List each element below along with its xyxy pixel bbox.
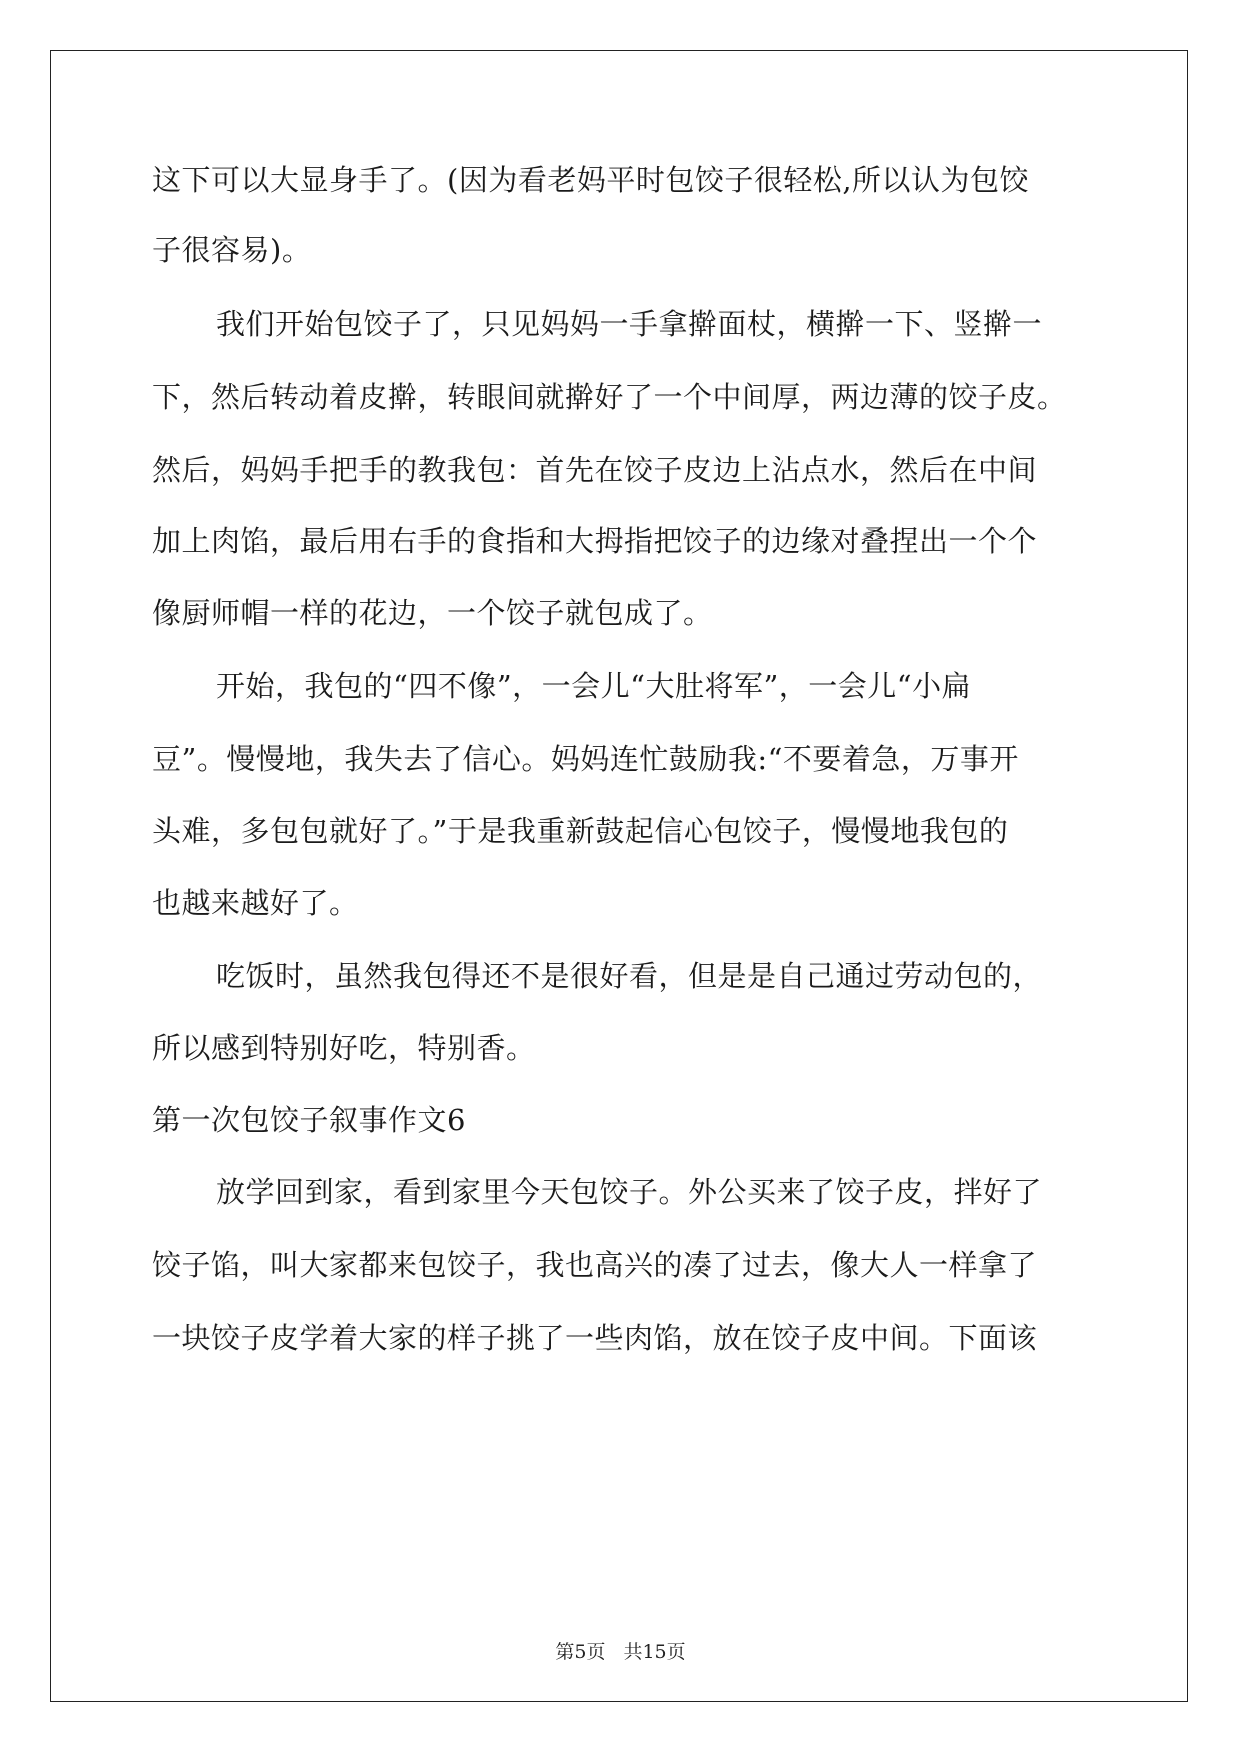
text-line: 像厨师帽一样的花边，一个饺子就包成了。 xyxy=(152,596,713,630)
paragraph-start-line: 放学回到家，看到家里今天包饺子。外公买来了饺子皮，拌好了 xyxy=(216,1175,1043,1209)
text-line: 一块饺子皮学着大家的样子挑了一些肉馅，放在饺子皮中间。下面该 xyxy=(152,1321,1038,1355)
text-line: 下，然后转动着皮擀，转眼间就擀好了一个中间厚，两边薄的饺子皮。 xyxy=(152,380,1067,414)
page-number: 第5页 xyxy=(555,1641,606,1663)
text-line: 豆”。慢慢地，我失去了信心。妈妈连忙鼓励我:“不要着急，万事开 xyxy=(152,742,1019,776)
paragraph-start-line: 吃饭时，虽然我包得还不是很好看，但是是自己通过劳动包的， xyxy=(216,959,1043,993)
text-line: 头难，多包包就好了。”于是我重新鼓起信心包饺子，慢慢地我包的 xyxy=(152,814,1009,848)
text-line: 然后，妈妈手把手的教我包：首先在饺子皮边上沾点水，然后在中间 xyxy=(152,453,1038,487)
text-line: 子很容易)。 xyxy=(152,233,312,267)
text-line: 加上肉馅，最后用右手的食指和大拇指把饺子的边缘对叠捏出一个个 xyxy=(152,524,1038,558)
text-line: 所以感到特别好吃，特别香。 xyxy=(152,1031,536,1065)
text-line: 也越来越好了。 xyxy=(152,886,359,920)
paragraph-start-line: 开始，我包的“四不像”，一会儿“大肚将军”，一会儿“小扁 xyxy=(216,669,972,703)
text-line: 这下可以大显身手了。(因为看老妈平时包饺子很轻松,所以认为包饺 xyxy=(152,163,1030,197)
text-line: 饺子馅，叫大家都来包饺子，我也高兴的凑了过去，像大人一样拿了 xyxy=(152,1248,1038,1282)
paragraph-start-line: 我们开始包饺子了，只见妈妈一手拿擀面杖，横擀一下、竖擀一 xyxy=(216,307,1043,341)
page-footer xyxy=(0,1640,1241,1664)
page-border xyxy=(50,50,1188,1702)
page-total: 共15页 xyxy=(623,1641,686,1663)
section-heading: 第一次包饺子叙事作文6 xyxy=(152,1103,466,1137)
